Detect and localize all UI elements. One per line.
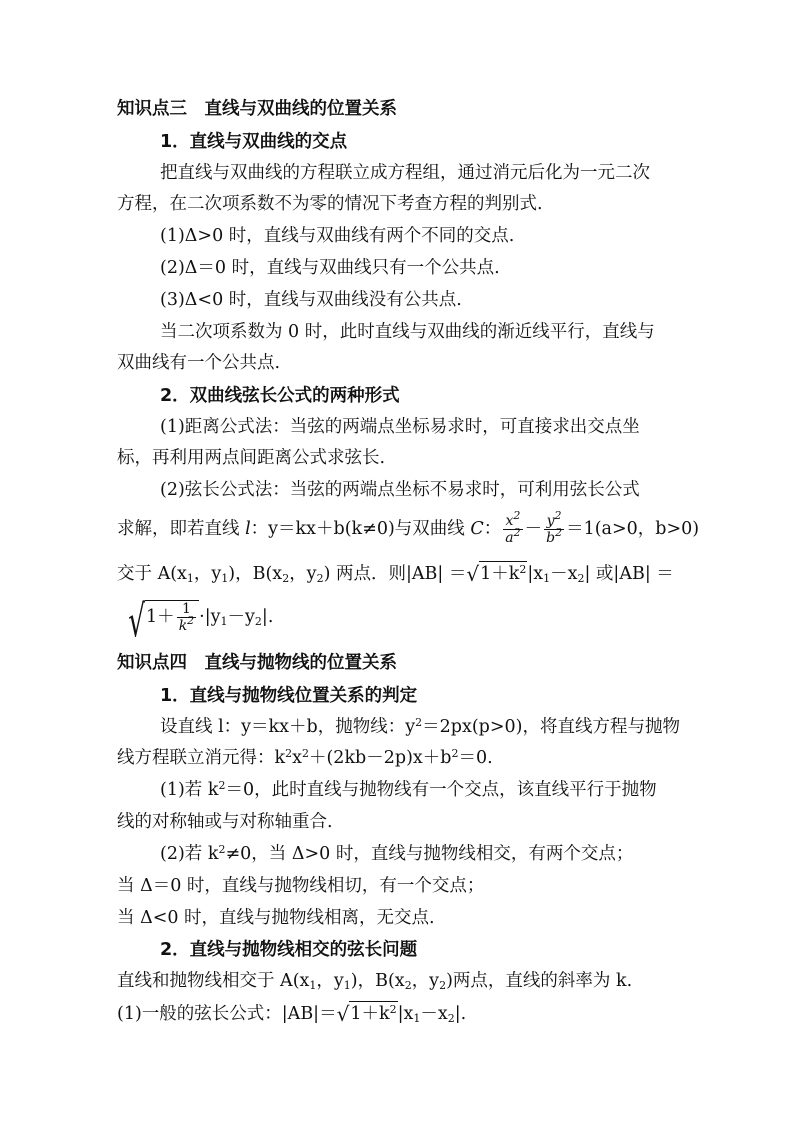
case-line: (2)若 $k^2\ne 0$，当 Δ>0 时，直线与抛物线相交，有两个交点； [160,843,634,864]
sqrt-body: $1+k^2$ [350,1003,397,1024]
paragraph-line: (1)距离公式法：当弦的两端点坐标易求时，可直接求出交点坐 [160,417,640,437]
case-line: (1)Δ>0 时，直线与双曲线有两个不同的交点. [160,226,515,246]
paragraph-line: 直线和抛物线相交于 $A(x_1$，$y_1$)，$B(x_2$，$y_2$)两点，直线的斜率为 k. [117,971,633,992]
text: ＝1(a>0，b>0) [566,519,700,539]
subheading-parabola-chord: 2．直线与抛物线相交的弦长问题 [160,940,418,960]
var-l: l [245,519,251,539]
fraction-x2-a2: $\frac{x^2}{a^2}$ [505,509,521,546]
paragraph-line: (2)弦长公式法：当弦的两端点坐标不易求时，可利用弦长公式 [160,480,640,500]
formula-line-hyperbola: 求解，即若直线 l：y＝kx＋b(k≠0)与双曲线 C： $\frac{x^2}{a^2}$ － $\frac{y^2}{b^2}$ ＝1(a>0，b>0) [117,509,700,546]
var-C: C [470,519,484,539]
case-line: (3)Δ<0 时，直线与双曲线没有公共点. [160,290,462,310]
subheading-intersection: 1．直线与双曲线的交点 [160,132,348,152]
section-heading-4: 知识点四 直线与抛物线的位置关系 [117,653,397,673]
paragraph-line: 线的对称轴或与对称轴重合. [117,812,333,832]
text: 求解，即若直线 [117,519,246,539]
paragraph-line: 标，再利用两点间距离公式求弦长. [117,448,386,468]
case-line: (2)Δ＝0 时，直线与双曲线只有一个公共点. [160,258,500,278]
sqrt-body: 1＋ $\frac{1}{k^2}$ [145,600,199,634]
formula-line-ab: 交于 $A(x_1$，$y_1$)，$B(x_2$，$y_2$) 两点．则$|AB| =√1+k^2|x_1-x_2|$ 或|AB| ＝ [117,562,674,586]
sqrt-body: $1+k^2$ [480,563,527,584]
case-line: (1)若 $k^2=0$，此时直线与抛物线有一个交点，该直线平行于抛物 [160,779,657,800]
paragraph-line: 双曲线有一个公共点. [117,353,281,373]
section-heading-3: 知识点三 直线与双曲线的位置关系 [117,99,397,119]
paragraph-line: 设直线 l：y＝kx＋b，抛物线：$y^2=2px(p>0)$，将直线方程与抛物 [160,716,680,737]
case-line: 当 Δ＝0 时，直线与抛物线相切，有一个交点； [117,876,485,896]
subheading-chord-length: 2．双曲线弦长公式的两种形式 [160,386,400,406]
text: ：y＝kx＋b(k≠0)与双曲线 [250,519,471,539]
sqrt-symbol: √ [466,562,480,586]
paragraph-line: 当二次项系数为 0 时，此时直线与双曲线的渐近线平行，直线与 [160,322,655,342]
formula-line-ab-alt: √1＋ $\frac{1}{k^2}$ $\cdot|y_1-y_2|$. [128,596,274,647]
sqrt-symbol: √ [336,1002,350,1026]
formula-line-general: (1)一般的弦长公式：$|AB|=√1+k^2|x_1-x_2|$. [117,1002,467,1026]
paragraph-line: 线方程联立消元得：$k^2x^2+(2kb-2p)x+b^2=0$. [117,747,493,768]
paragraph-line: 方程，在二次项系数不为零的情况下考查方程的判别式. [117,194,543,214]
fraction-1-k2: $\frac{1}{k^2}$ [178,601,195,634]
sqrt-symbol: √ [128,596,146,647]
case-line: 当 Δ<0 时，直线与抛物线相离，无交点. [117,908,435,928]
subheading-judgement: 1．直线与抛物线位置关系的判定 [160,686,418,706]
paragraph-line: 把直线与双曲线的方程联立成方程组，通过消元后化为一元二次 [160,163,650,183]
fraction-y2-b2: $\frac{y^2}{b^2}$ [546,509,563,546]
